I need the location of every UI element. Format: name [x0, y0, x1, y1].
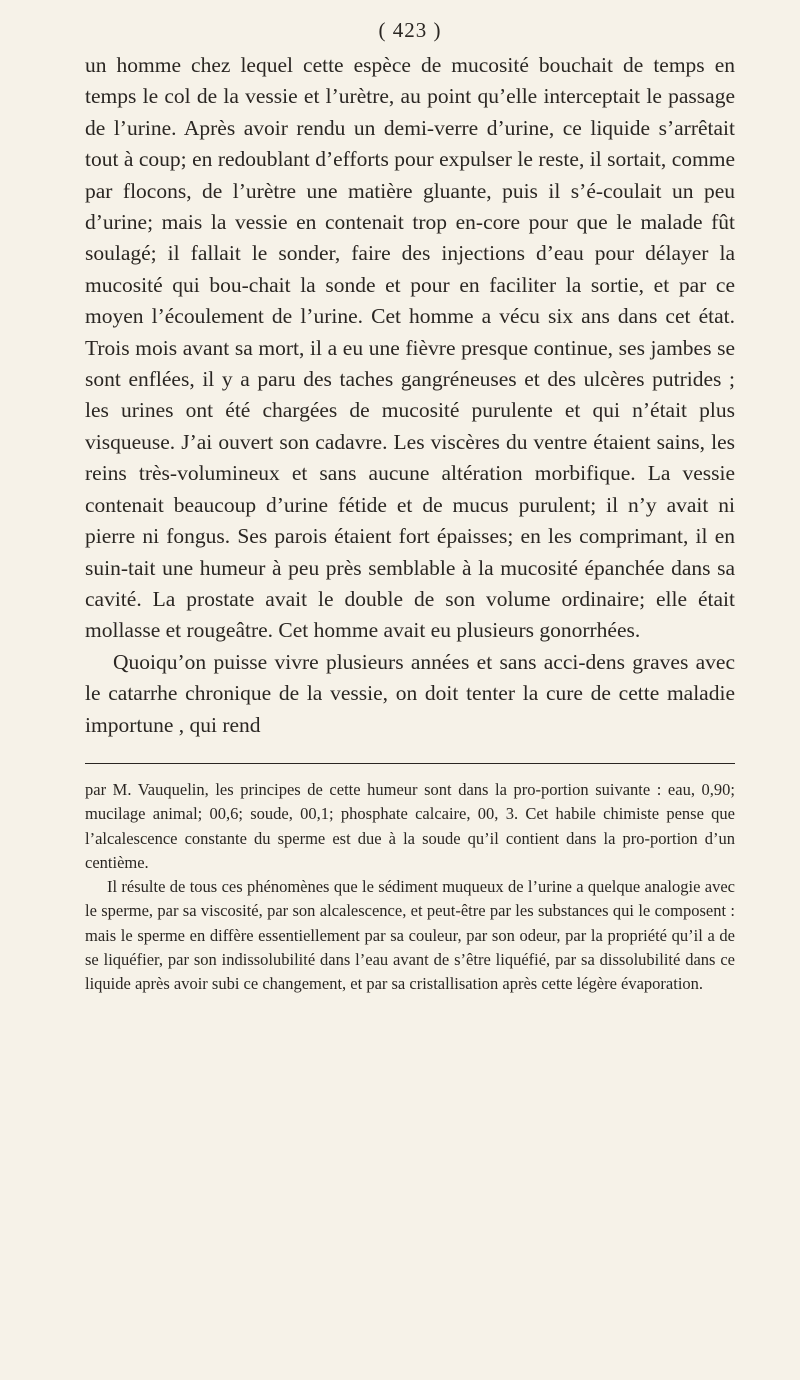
footnote-separator-rule: [85, 763, 735, 764]
footnote-paragraph-1: par M. Vauquelin, les principes de cette humeur sont dans la pro-portion suivante : eau, 0,90; mucilage animal; 00,6; soude, 00,1; phosphate calcaire, 00, 3. Cet habile chimiste pense que l’alcalescence constante du sperme est due à la soude qu’il contient dans la pro-portion d’un centième.: [85, 779, 735, 872]
main-paragraph-2: Quoiqu’on puisse vivre plusieurs années et sans acci-dens graves avec le catarrhe chronique de la vessie, on doit tenter la cure de cette maladie importune , qui rend: [85, 649, 735, 737]
footnote: [85, 778, 735, 997]
main-paragraph-1: un homme chez lequel cette espèce de mucosité bouchait de temps en temps le col de la vessie et l’urètre, au point qu’elle interceptait le passage de l’urine. Après avoir rendu un demi-verre d’urine, ce liquide s’arrêtait tout à coup; en redoublant d’efforts pour expulser le reste, il sortait, comme par flocons, de l’urètre une matière gluante, puis il s’é-coulait un peu d’urine; mais la vessie en contenait trop en-core pour que le malade fût soulagé; il fallait le sonder, faire des injections d’eau pour délayer la mucosité qui bou-chait la sonde et pour en faciliter la sortie, et par ce moyen l’écoulement de l’urine. Cet homme a vécu six ans dans cet état. Trois mois avant sa mort, il a eu une fièvre presque continue, ses jambes se sont enflées, il y a paru des taches gangréneuses et des ulcères putrides ; les urines ont été chargées de mucosité purulente et qui n’était plus visqueuse. J’ai ouvert son cadavre. Les viscères du ventre étaient sains, les reins très-volumineux et sans aucune altération morbifique. La vessie contenait beaucoup d’urine fétide et de mucus purulent; il n’y avait ni pierre ni fongus. Ses parois étaient fort épaisses; en les comprimant, il en suin-tait une humeur à peu près semblable à la mucosité épanchée dans sa cavité. La prostate avait le double de son volume ordinaire; elle était mollasse et rougeâtre. Cet homme avait eu plusieurs gonorrhées.: [85, 53, 735, 643]
footnote-paragraph-2: Il résulte de tous ces phénomènes que le sédiment muqueux de l’urine a quelque analogie avec le sperme, par sa viscosité, par son alcalescence, et peut-être par les substances qui le composent : mais le sperme en diffère essentiellement par sa couleur, par son odeur, par la propriété qu’il a de se liquéfier, par son indissolubilité dans l’eau avant de s’être liquéfié, par sa dissolubilité dans ce liquide après avoir subi ce changement, et par sa cristallisation après cette légère évaporation.: [85, 877, 735, 994]
main-text: [85, 50, 735, 741]
page-number: ( 423 ): [378, 18, 442, 42]
document-page: [85, 0, 735, 997]
